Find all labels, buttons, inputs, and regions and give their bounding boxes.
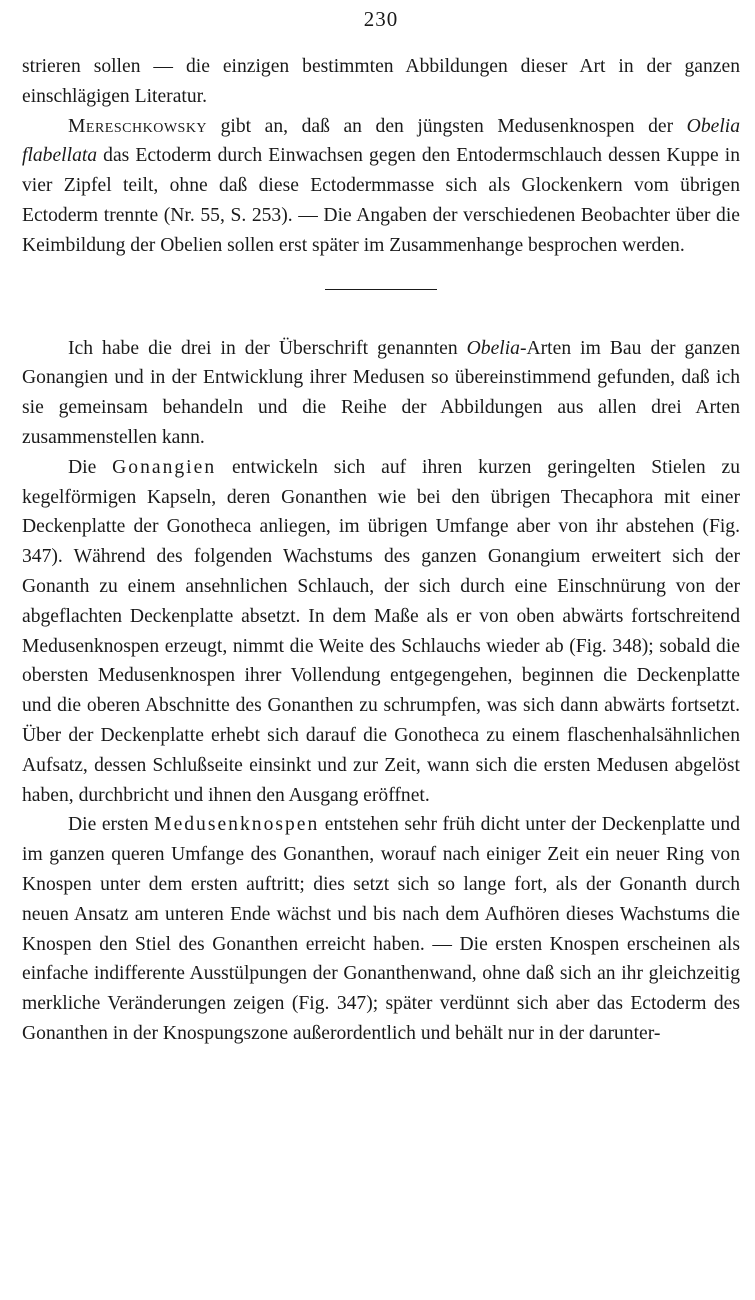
paragraph: [22, 453, 740, 811]
text-run: Ich habe die drei in der Überschrift genannten: [68, 337, 467, 359]
paragraph: [22, 112, 740, 261]
text-run: das Ectoderm durch Einwachsen gegen den Entodermschlauch dessen Kuppe in vier Zipfel teilt, ohne daß diese Ectodermmasse sich als Glockenkern vom übrigen Ectoderm trennte (Nr. 55, S. 253). — Die Angaben der verschiedenen Beobachter über die Keimbildung der Obelien sollen erst später im Zusammenhange besprochen werden.: [22, 145, 740, 256]
page-number: 230: [363, 7, 399, 31]
text-run: entwickeln sich auf ihren kurzen geringelten Stielen zu kegelförmigen Kapseln, deren Gonanthen wie bei den übrigen Thecaphora mit einer Deckenplatte der Gonotheca anliegen, im übrigen Umfange aber von ihr abstehen (Fig. 347). Während des folgenden Wachstums des ganzen Gonangium erweitert sich der Gonanth zu einem ansehnlichen Schlauch, der sich durch eine Einschnürung von der abgeflachten Deckenplatte absetzt. In dem Maße als er von oben abwärts fortschreitend Medusenknospen erzeugt, nimmt die Weite des Schlauchs wieder ab (Fig. 348); sobald die obersten Medusenknospen ihrer Vollendung entgegengehen, beginnen die Deckenplatte und die oberen Abschnitte des Gonanthen zu schrumpfen, was sich dann abwärts fortsetzt. Über der Deckenplatte erhebt sich darauf die Gonotheca zu einem flaschenhalsähnlichen Aufsatz, dessen Schlußseite einsinkt und zur Zeit, wann sich die ersten Medusen abgelöst haben, durchbricht und ihnen den Ausgang eröffnet.: [22, 456, 740, 806]
emphasized-term: Gonangien: [112, 456, 217, 478]
text-block-bottom: [22, 334, 740, 1049]
author-name: Mereschkowsky: [68, 115, 208, 137]
italic-text: Obelia: [466, 337, 520, 359]
paragraph: [22, 810, 740, 1048]
text-run: Die ersten: [68, 814, 155, 836]
emphasized-term: Medusenknospen: [154, 814, 320, 836]
italic-text: Obelia flabellata: [22, 115, 740, 167]
text-run: strieren sollen — die einzigen bestimmten Abbildungen dieser Art in der ganzen einschlägigen Literatur.: [22, 56, 740, 107]
text-run: Die: [68, 456, 113, 478]
paragraph: [22, 334, 740, 453]
text-run: entstehen sehr früh dicht unter der Deckenplatte und im ganzen queren Umfange des Gonanthen, worauf nach einiger Zeit ein neuer Ring von Knospen unter dem ersten auftritt; dies setzt sich so lange fort, als der Gonanth durch neuen Ansatz am unteren Ende wächst und bis nach dem Aufhören dieses Wachstums die Knospen den Stiel des Gonanthen erreicht haben. — Die ersten Knospen erscheinen als einfache indifferente Ausstülpungen der Gonanthenwand, ohne daß sich an ihr gleichzeitig merkliche Veränderungen zeigen (Fig. 347); später verdünnt sich aber das Ectoderm des Gonanthen in der Knospungszone außerordentlich und behält nur in der darunter-: [22, 814, 741, 1044]
text-run: gibt an, daß an den jüngsten Medusenknospen der: [207, 115, 687, 137]
text-run: -Arten im Bau der ganzen Gonangien und in der Entwicklung ihrer Medusen so übereinstimmend gefunden, daß ich sie gemeinsam behandeln und die Reihe der Abbildungen aus allen drei Arten zusammenstellen kann.: [22, 337, 740, 448]
section-separator-rule: [325, 289, 437, 290]
paragraph: [22, 52, 740, 112]
text-block-top: [22, 52, 740, 261]
document-page: [22, 0, 740, 1049]
